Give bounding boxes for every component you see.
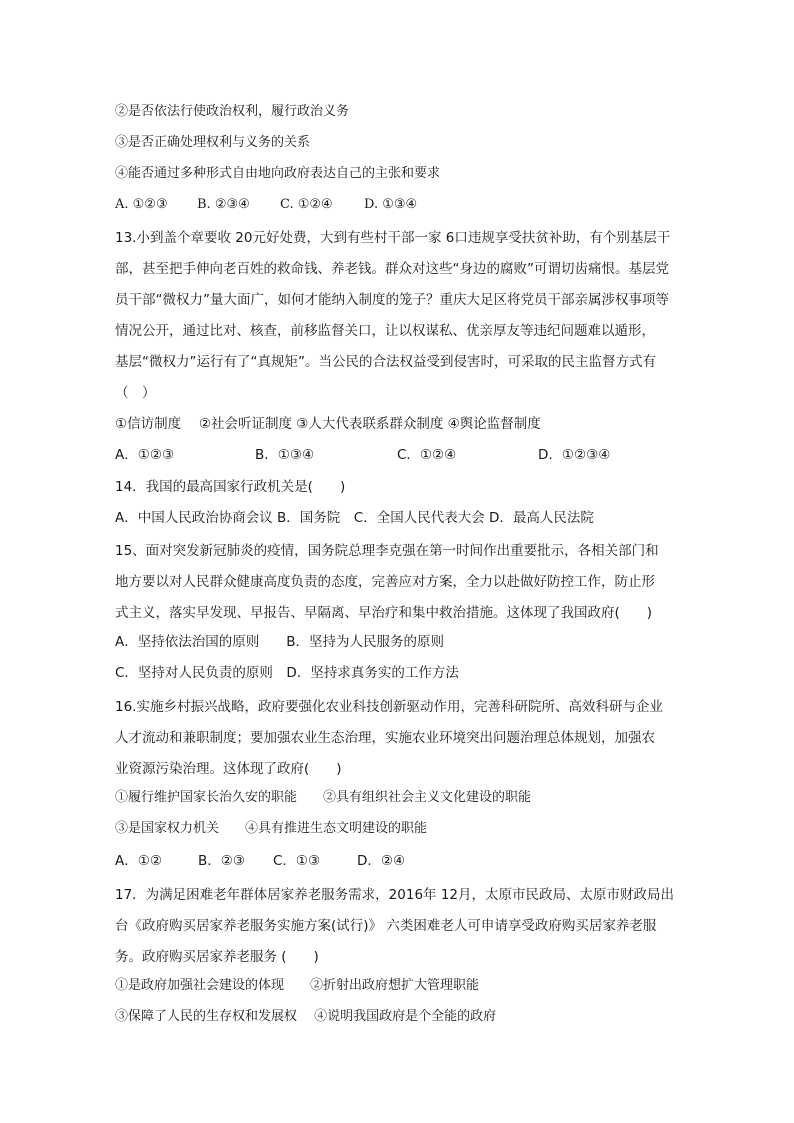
q16-option-b: B．②③ [198, 853, 245, 869]
q15-stem-line: 地方要以对人民群众健康高度负责的态度，完善应对方案，全力以赴做好防控工作，防止形 [115, 574, 655, 590]
q12-item-4: ④能否通过多种形式自由地向政府表达自己的主张和要求 [115, 166, 441, 181]
q17-stem-line: 务。政府购买居家养老服务 ( ) [115, 949, 319, 965]
q15-stem-line: 式主义，落实早发现、早报告、早隔离、早治疗和集中救治措施。这体现了我国政府( ) [115, 605, 653, 621]
q13-stem [115, 223, 679, 409]
q16-option-a: A．①② [115, 853, 162, 869]
q12-options [115, 195, 417, 215]
q17-stem-line: 17．为满足困难老年群体居家养老服务需求，2016年 12月，太原市民政局、太原市财政局出 [115, 887, 675, 903]
q17-stem [115, 880, 679, 973]
q16-options [115, 851, 405, 871]
q13-stem-line: 基层“微权力”运行有了“真规矩”。当公民的合法权益受到侵害时，可采取的民主监督方式有 [115, 354, 656, 370]
q17-items-row-2: ③保障了人民的生存权和发展权 ④说明我国政府是个全能的政府 [115, 1009, 497, 1024]
q16-option-d: D．②④ [357, 853, 406, 869]
q16-option-c: C．①③ [273, 853, 321, 869]
q17-items-row-1: ①是政府加强社会建设的体现 ②折射出政府想扩大管理职能 [115, 978, 480, 993]
q12-item-3: ③是否正确处理权利与义务的关系 [115, 135, 311, 150]
q13-stem-line: 员干部“微权力”量大面广，如何才能纳入制度的笼子？重庆大足区将党员干部亲属涉权事项等 [115, 292, 669, 308]
q15-options-row-2: C．坚持对人民负责的原则 D．坚持求真务实的工作方法 [115, 665, 459, 681]
q13-items: ①信访制度 ②社会听证制度 ③人大代表联系群众制度 ④舆论监督制度 [115, 416, 541, 432]
q16-items-row-2: ③是国家权力机关 ④具有推进生态文明建设的职能 [115, 821, 428, 836]
q13-stem-line: 情况公开，通过比对、核查，前移监督关口，让以权谋私、优亲厚友等违纪问题难以遁形， [115, 323, 655, 339]
q16-stem-line: 业资源污染治理。这体现了政府( ) [115, 761, 342, 777]
q16-items-row-1: ①履行维护国家长治久安的职能 ②具有组织社会主义文化建设的职能 [115, 790, 532, 805]
q13-options [115, 445, 610, 465]
q12-item-2: ②是否依法行使政治权利，履行政治义务 [115, 104, 350, 119]
q13-stem-line: 部，甚至把手伸向老百姓的救命钱、养老钱。群众对这些“身边的腐败”可谓切齿痛恨。基层党 [115, 261, 669, 277]
q15-stem-line: 15、面对突发新冠肺炎的疫情，国务院总理李克强在第一时间作出重要批示，各相关部门和 [115, 543, 659, 559]
q12-option-c: C. ①②④ [280, 197, 333, 212]
q14-stem: 14．我国的最高国家行政机关是( ) [115, 479, 346, 495]
q15-stem [115, 536, 679, 629]
q14-options: A．中国人民政治协商会议 B．国务院 C．全国人民代表大会 D．最高人民法院 [115, 510, 594, 526]
q12-option-a: A. ①②③ [115, 197, 168, 212]
q13-option-a: A．①②③ [115, 447, 175, 463]
q13-option-b: B．①③④ [255, 447, 315, 463]
q13-stem-line: （ ） [115, 385, 156, 401]
q15-options-row-1: A．坚持依法治国的原则 B．坚持为人民服务的原则 [115, 634, 444, 650]
q16-stem [115, 692, 679, 785]
q16-stem-line: 人才流动和兼职制度；要加强农业生态治理，实施农业环境突出问题治理总体规划，加强农 [115, 730, 655, 746]
q13-option-d: D．①②③④ [538, 447, 611, 463]
q12-option-d: D. ①③④ [364, 197, 418, 212]
q17-stem-line: 台《政府购买居家养老服务实施方案(试行)》 六类困难老人可申请享受政府购买居家养老服 [115, 918, 657, 934]
q13-option-c: C．①②④ [397, 447, 457, 463]
q12-option-b: B. ②③④ [197, 197, 250, 212]
q16-stem-line: 16.实施乡村振兴战略，政府要强化农业科技创新驱动作用，完善科研院所、高效科研与企业 [115, 699, 663, 715]
q13-stem-line: 13.小到盖个章要收 20元好处费，大到有些村干部一家 6口违规享受扶贫补助，有个别基层干 [115, 230, 671, 246]
